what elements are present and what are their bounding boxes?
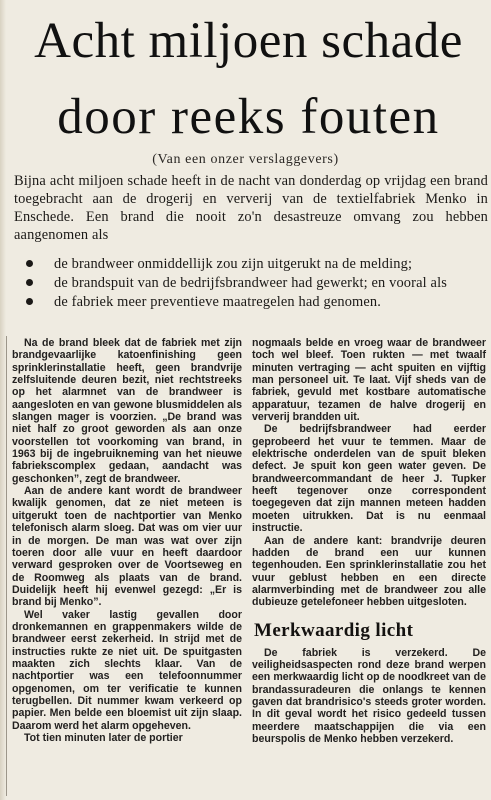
body-paragraph: De fabriek is verzekerd. De veiligheidsaspecten rond deze brand werpen een merkwaardig licht op de noodkreet van de brandassuradeuren die onlangs te kennen gaven dat brandrisico's steeds groter worden. In dit geval wordt het risico gedeeld tussen meerdere maatschappijen die via een beurspolis de Menko hebben verzekerd. [252,646,486,745]
column-rule [6,336,7,796]
bullet-item: de brandspuit van de bedrijfsbrandweer had gewerkt; en vooral als [14,274,488,292]
bullet-item: de fabriek meer preventieve maatregelen had genomen. [14,293,488,311]
body-column-left [12,337,242,744]
body-paragraph: Wel vaker lastig gevallen door dronkemannen en grappenmakers wilde de brandweer eerst zekerheid. In strijd met de instructies rukte ze niet uit. De spuitgasten maakten zich slechts klaar. Van de nachtportier was een telefoonnummer opgenomen, om ter verificatie te kunnen terugbellen. Dit nummer kwam verkeerd op papier. Men belde een bloemist uit zijn slaap. Daarom werd het alarm opgeheven. [12,608,242,732]
body-paragraph: Aan de andere kant: brandvrije deuren hadden de brand een uur kunnen tegenhouden. Een sprinklerinstallatie zou het vuur geblust hebben en een directe alarmverbinding met de brandweer zou alle dubieuze getelefoneer hebben uitgesloten. [252,534,486,609]
body-paragraph: Na de brand bleek dat de fabriek met zijn brandgevaarlijke katoenfinishing geen sprinklerinstallatie heeft, geen brandvrije zelfsluitende deuren bezit, niet rechtstreeks op het alarmnet van de brandweer is aangesloten en van gewone blusmiddelen als slangen mager is voorzien. „De brand was niet half zo groot geworden als aan onze voorstellen tot voorkoming van brand, in 1963 bij de ingebruikneming van het nieuwe fabriekscomplex gedaan, aandacht was geschonken”, zegt de brandweer. [12,337,242,485]
bullet-dot-icon [26,260,33,267]
section-subheading: Merkwaardig licht [254,619,414,641]
headline-line-1: Acht miljoen schade [34,13,463,69]
body-paragraph: Tot tien minuten later de portier [24,732,183,744]
bullet-dot-icon [26,279,33,286]
headline-line-2: door reeks fouten [57,89,440,145]
body-paragraph: nogmaals belde en vroeg waar de brandweer toch wel bleef. Toen rukten — met twaalf minuten vertraging — acht spuiten en vijftig man personeel uit. Te laat. Vijf sheds van de fabriek, gevuld met kostbare automatische apparatuur, tezamen de halve drogerij en ververij brandden uit. [252,337,486,424]
byline: (Van een onzer verslaggevers) [152,152,339,167]
bullet-list [14,255,488,312]
bullet-item: de brandweer onmiddellijk zou zijn uitgerukt na de melding; [14,255,488,273]
body-paragraph: De bedrijfsbrandweer had eerder geprobeerd het vuur te temmen. Maar de elektrische onderdelen van de spuit bleken defect. Je spuit kon geen water geven. De brandweercommandant de heer J. Tupker heeft tegenover onze correspondent toegegeven dat zijn mannen meteen hadden moeten uitrukken. Dat is nu eenmaal instructie. [252,423,486,535]
lead-paragraph: Bijna acht miljoen schade heeft in de nacht van donderdag op vrijdag een brand toegebracht aan de drogerij en ververij van de textielfabriek Menko in Enschede. Een brand die nooit zo'n desastreuze omvang zou hebben aangenomen als [14,173,488,243]
bullet-dot-icon [26,298,33,305]
body-column-right [252,337,486,745]
body-paragraph: Aan de andere kant wordt de brandweer kwalijk genomen, dat ze niet meteen is uitgerukt toen de nachtportier van Menko telefonisch alarm sloeg. Dat was om vier uur in de morgen. De man was wat over zijn toeren door alle vuur en heeft daardoor verward gesproken over de Voortseweg en de Roomweg als plaats van de brand. Duidelijk heeft hij evenwel gezegd: „Er is brand bij Menko”. [12,485,242,609]
